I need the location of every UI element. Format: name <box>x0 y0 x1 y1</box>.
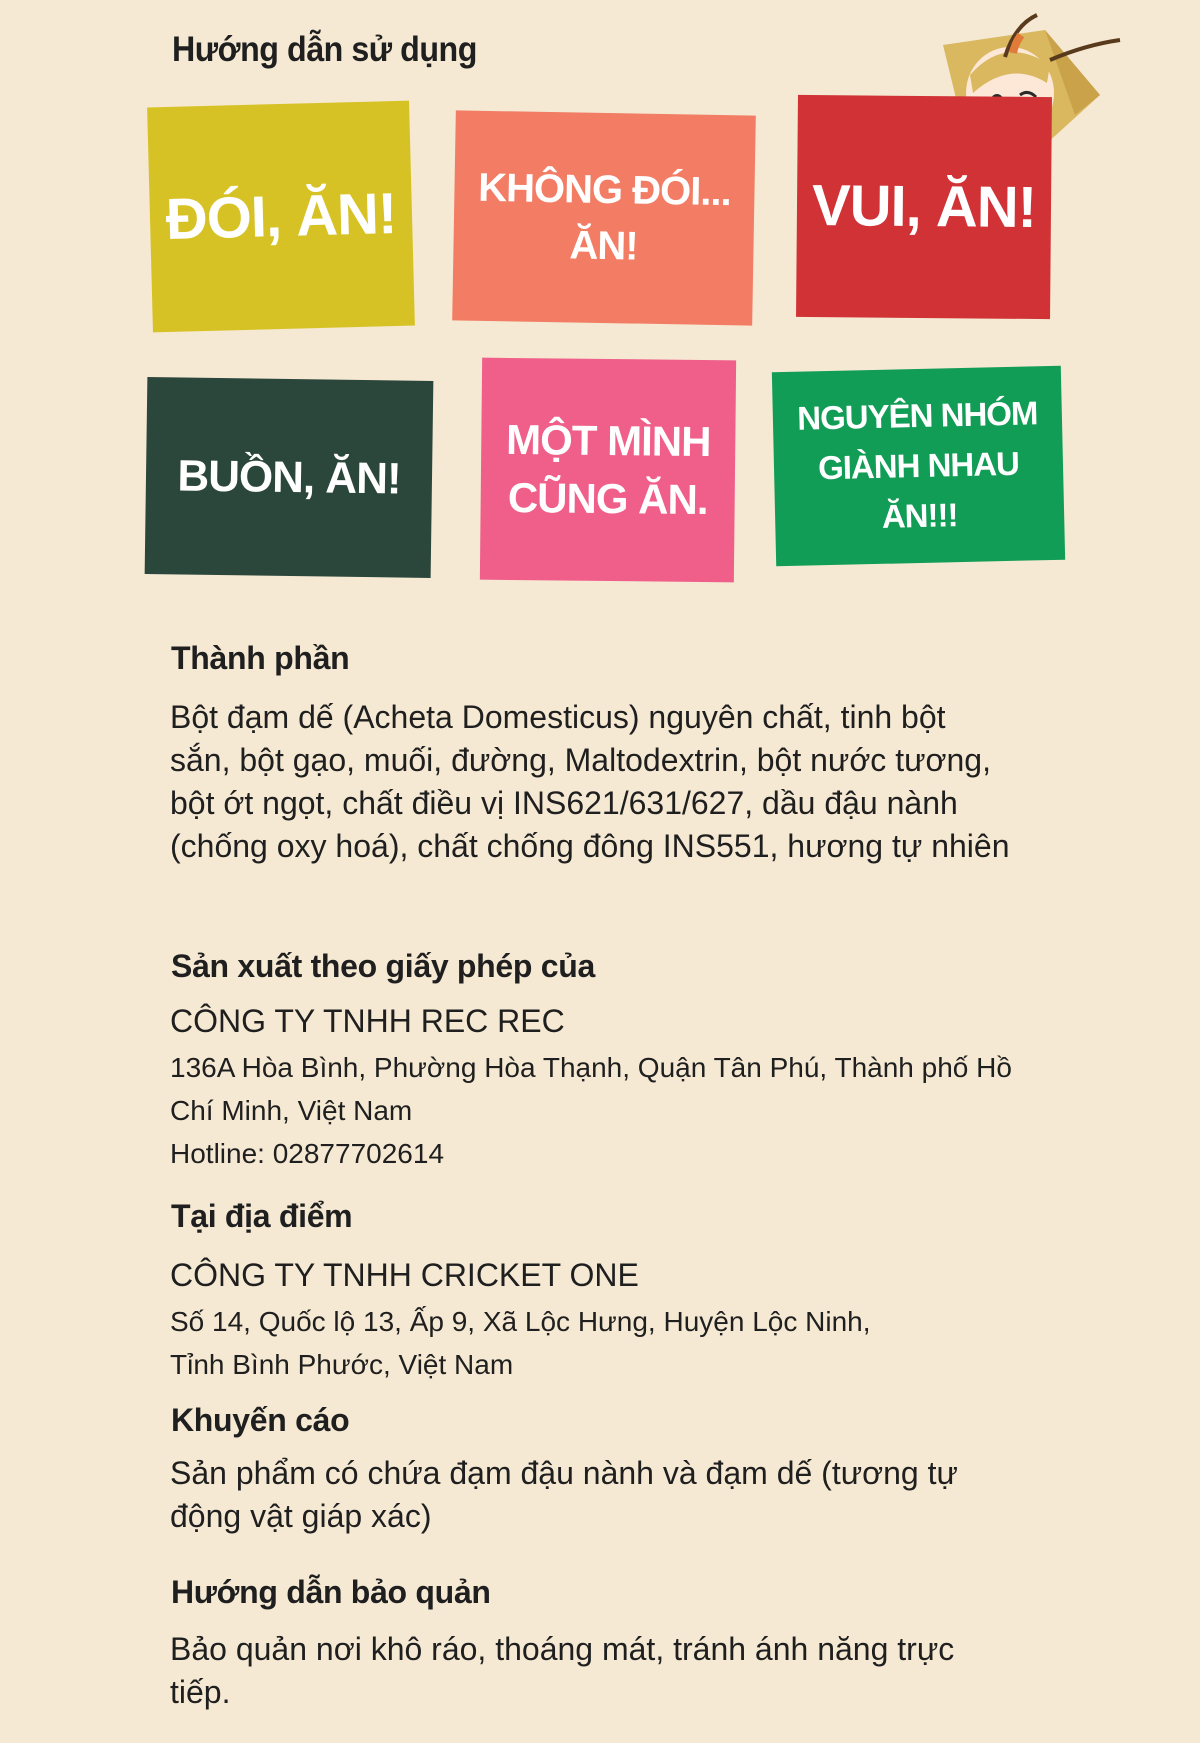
location-company: CÔNG TY TNHH CRICKET ONE <box>170 1257 639 1293</box>
usage-title: Hướng dẫn sử dụng <box>172 30 477 69</box>
ingredients-title: Thành phần <box>171 640 350 676</box>
usage-card-label: VUI, ĂN! <box>811 173 1037 240</box>
usage-card-label: MỘT MÌNH CŨNG ĂN. <box>505 415 711 524</box>
location-address-line: Số 14, Quốc lộ 13, Ấp 9, Xã Lộc Hưng, Huyện Lộc Ninh, <box>170 1306 871 1337</box>
warning-title: Khuyến cáo <box>171 1402 350 1438</box>
usage-card-label: ĐÓI, ĂN! <box>164 180 398 252</box>
usage-card-happy <box>796 95 1052 319</box>
license-hotline: Hotline: 02877702614 <box>170 1138 445 1169</box>
license-address-line: 136A Hòa Bình, Phường Hòa Thạnh, Quận Tân Phú, Thành phố Hồ <box>170 1052 1012 1083</box>
storage-line: Bảo quản nơi khô ráo, thoáng mát, tránh ánh năng trực <box>170 1631 955 1667</box>
ingredients-line: Bột đạm dế (Acheta Domesticus) nguyên chất, tinh bột <box>170 699 946 735</box>
storage-line: tiếp. <box>170 1674 231 1710</box>
ingredients-line: sắn, bột gạo, muối, đường, Maltodextrin, bột nước tương, <box>170 742 991 778</box>
usage-card-label: BUỒN, ĂN! <box>177 450 401 504</box>
usage-card-not-hungry <box>452 110 756 325</box>
location-title: Tại địa điểm <box>171 1198 353 1234</box>
ingredients-line: bột ớt ngọt, chất điều vị INS621/631/627, dầu đậu nành <box>170 785 958 821</box>
ingredients-line: (chống oxy hoá), chất chống đông INS551, hương tự nhiên <box>170 828 1010 864</box>
usage-card-alone <box>480 358 736 583</box>
usage-card-sad <box>145 377 434 578</box>
location-address-line: Tỉnh Bình Phước, Việt Nam <box>170 1349 514 1380</box>
usage-card-label: KHÔNG ĐÓI... ĂN! <box>477 165 732 269</box>
storage-title: Hướng dẫn bảo quản <box>171 1574 491 1610</box>
warning-line: Sản phẩm có chứa đạm đậu nành và đạm dế (tương tự <box>170 1455 958 1491</box>
usage-card-hungry <box>147 101 415 333</box>
license-company: CÔNG TY TNHH REC REC <box>170 1003 565 1039</box>
license-title: Sản xuất theo giấy phép của <box>171 948 595 984</box>
usage-card-group <box>772 366 1065 567</box>
usage-card-label: NGUYÊN NHÓM GIÀNH NHAU ĂN!!! <box>796 394 1038 535</box>
warning-line: động vật giáp xác) <box>170 1498 432 1534</box>
license-address-line: Chí Minh, Việt Nam <box>170 1095 413 1126</box>
